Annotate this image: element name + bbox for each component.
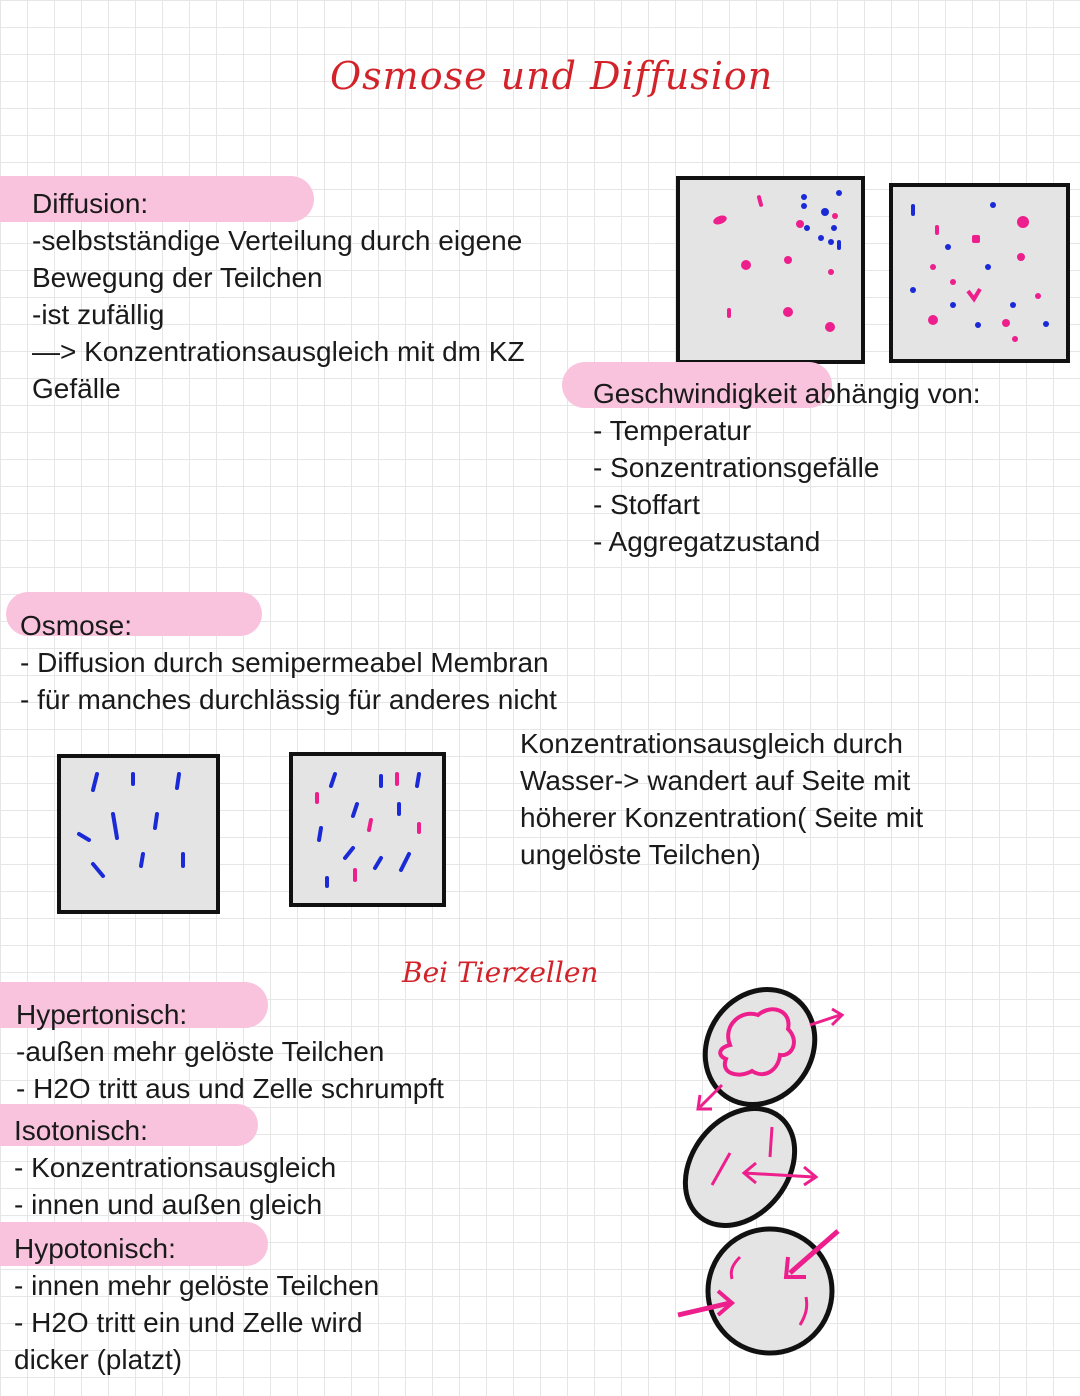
speed-heading-highlighted: Geschwindigkeit <box>593 378 797 409</box>
isotonic-line: - innen und außen gleich <box>14 1189 323 1220</box>
speed-item: - Aggregatzustand <box>593 526 821 557</box>
diffusion-line: Gefälle <box>32 373 121 404</box>
hypotonic-line: - innen mehr gelöste Teilchen <box>14 1270 380 1301</box>
diffusion-section <box>32 185 525 407</box>
animal-cells-subtitle: Bei Tierzellen <box>402 956 599 989</box>
isotonic-cell <box>663 1087 817 1247</box>
particles-before <box>680 180 861 360</box>
osmosis-line: - Diffusion durch semipermeabel Membran <box>20 647 549 678</box>
osmosis-particles-before <box>61 758 216 910</box>
isotonic-heading: Isotonisch: <box>14 1115 148 1146</box>
diffusion-heading: Diffusion: <box>32 188 149 219</box>
hypotonic-line: dicker (platzt) <box>14 1344 183 1375</box>
isotonic-section <box>14 1112 336 1223</box>
osmosis-explanation-line: Konzentrationsausgleich durch <box>520 728 903 759</box>
hypotonic-section <box>14 1230 379 1378</box>
hypotonic-cell <box>678 1229 838 1353</box>
osmosis-explanation-line: Wasser-> wandert auf Seite mit <box>520 765 911 796</box>
hypertonic-cell <box>683 968 842 1126</box>
hypertonic-heading: Hypertonisch: <box>16 999 188 1030</box>
diffusion-box-after <box>889 183 1070 363</box>
osmosis-explanation <box>520 725 923 873</box>
diffusion-line: -selbstständige Verteilung durch eigene <box>32 225 523 256</box>
osmosis-explanation-line: höherer Konzentration( Seite mit <box>520 802 924 833</box>
osmosis-particles-after <box>293 756 442 903</box>
speed-item: - Stoffart <box>593 489 700 520</box>
hypertonic-line: -außen mehr gelöste Teilchen <box>16 1036 385 1067</box>
cell-drawings <box>660 985 880 1375</box>
particles-after <box>893 187 1066 359</box>
isotonic-line: - Konzentrationsausgleich <box>14 1152 337 1183</box>
osmosis-box-before <box>57 754 220 914</box>
hypotonic-line: - H2O tritt ein und Zelle wird <box>14 1307 363 1338</box>
speed-section <box>593 375 981 560</box>
hypertonic-line: - H2O tritt aus und Zelle schrumpft <box>16 1073 444 1104</box>
diffusion-box-before <box>676 176 865 364</box>
diffusion-line: —> Konzentrationsausgleich mit dm KZ <box>32 336 525 367</box>
speed-item: - Temperatur <box>593 415 752 446</box>
hypertonic-section <box>16 996 444 1107</box>
speed-heading-rest: abhängig von: <box>796 378 981 409</box>
speed-heading <box>593 375 981 412</box>
osmosis-line: - für manches durchlässig für anderes nicht <box>20 684 557 715</box>
osmosis-explanation-line: ungelöste Teilchen) <box>520 839 761 870</box>
speed-item: - Sonzentrationsgefälle <box>593 452 880 483</box>
hypotonic-heading: Hypotonisch: <box>14 1233 176 1264</box>
diffusion-line: -ist zufällig <box>32 299 165 330</box>
diffusion-line: Bewegung der Teilchen <box>32 262 323 293</box>
osmosis-section <box>20 607 557 718</box>
osmosis-box-after <box>289 752 446 907</box>
page-title: Osmose und Diffusion <box>330 54 774 98</box>
osmosis-heading: Osmose: <box>20 610 133 641</box>
